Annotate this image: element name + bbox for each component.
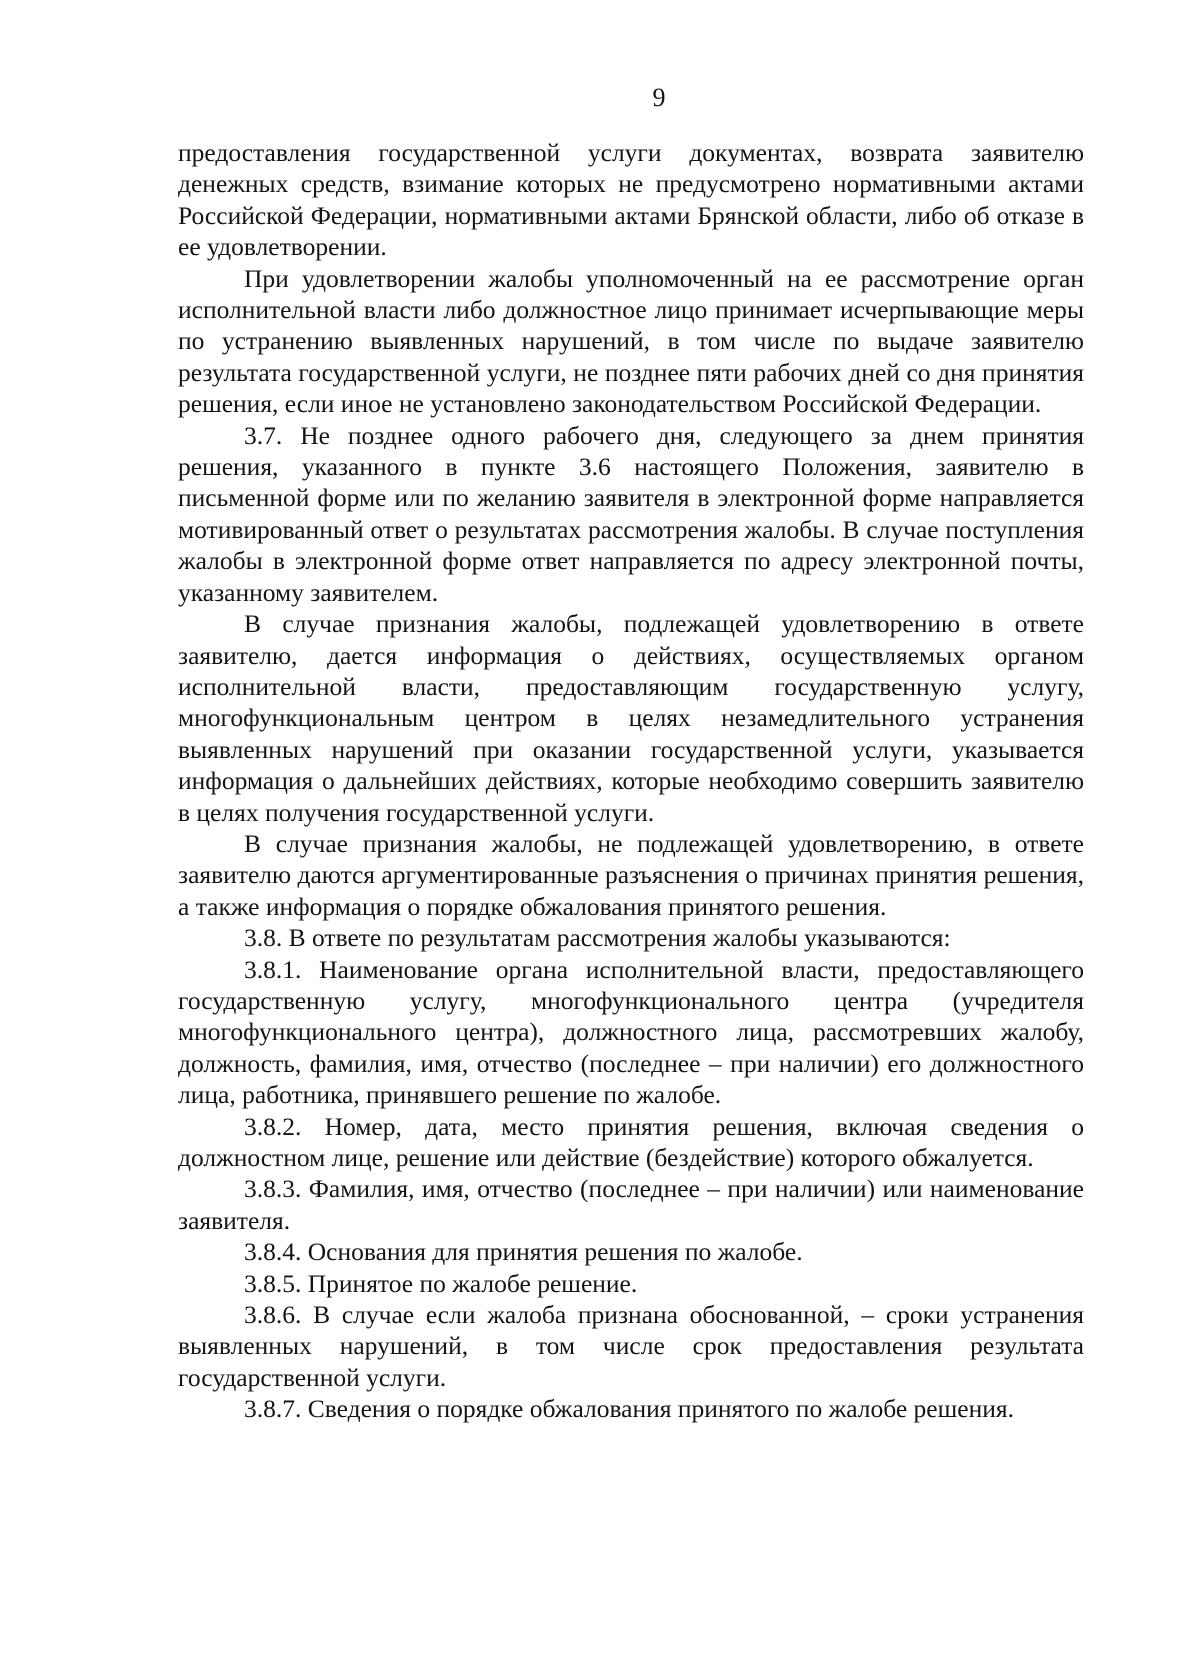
document-body [178,137,1084,1425]
paragraph-continuation: предоставления государственной услуги документах, возврата заявителю денежных средств, взимание которых не предусмотрено нормативными актами Российской Федерации, нормативными актами Брянской области, либо об отказе в ее удовлетворении. [178,138,1084,262]
paragraph-complaint-satisfaction: При удовлетворении жалобы уполномоченный на ее рассмотрение орган исполнительной власти либо должностное лицо принимает исчерпывающие меры по устранению выявленных нарушений, в том числе по выдаче заявителю результата государственной услуги, не позднее пяти рабочих дней со дня принятия решения, если иное не установлено законодательством Российской Федерации. [178,263,1084,419]
paragraph-3-8-7: 3.8.7. Сведения о порядке обжалования принятого по жалобе решения. [244,1394,1014,1424]
paragraph-3-8-4: 3.8.4. Основания для принятия решения по жалобе. [244,1237,803,1267]
page-number: 9 [652,83,666,112]
paragraph-3-8-3: 3.8.3. Фамилия, имя, отчество (последнее – при наличии) или наименование заявителя. [178,1174,1084,1235]
paragraph-3-8-6: 3.8.6. В случае если жалоба признана обоснованной, – сроки устранения выявленных нарушений, в том числе срок предоставления результата государственной услуги. [178,1300,1084,1392]
paragraph-complaint-upheld: В случае признания жалобы, подлежащей удовлетворению в ответе заявителю, дается информация о действиях, осуществляемых органом исполнительной власти, предоставляющим государственную услугу, многофункциональным центром в целях незамедлительного устранения выявленных нарушений при оказании государственной услуги, указывается информация о дальнейших действиях, которые необходимо совершить заявителю в целях получения государственной услуги. [178,609,1084,827]
paragraph-3-8-1: 3.8.1. Наименование органа исполнительной власти, предоставляющего государственную услугу, многофункционального центра (учредителя многофункционального центра), должностного лица, рассмотревших жалобу, должность, фамилия, имя, отчество (последнее – при наличии) его должностного лица, работника, принявшего решение по жалобе. [178,954,1084,1110]
paragraph-3-8-2: 3.8.2. Номер, дата, место принятия решения, включая сведения о должностном лице, решение или действие (бездействие) которого обжалуется. [178,1111,1084,1172]
paragraph-3-7: 3.7. Не позднее одного рабочего дня, следующего за днем принятия решения, указанного в пункте 3.6 настоящего Положения, заявителю в письменной форме или по желанию заявителя в электронной форме направляется мотивированный ответ о результатах рассмотрения жалобы. В случае поступления жалобы в электронной форме ответ направляется по адресу электронной почты, указанному заявителем. [178,420,1084,607]
paragraph-complaint-rejected: В случае признания жалобы, не подлежащей удовлетворению, в ответе заявителю даются аргументированные разъяснения о причинах принятия решения, а также информация о порядке обжалования принятого решения. [178,828,1084,921]
paragraph-3-8-5: 3.8.5. Принятое по жалобе решение. [244,1268,638,1298]
paragraph-3-8: 3.8. В ответе по результатам рассмотрения жалобы указываются: [244,923,951,953]
